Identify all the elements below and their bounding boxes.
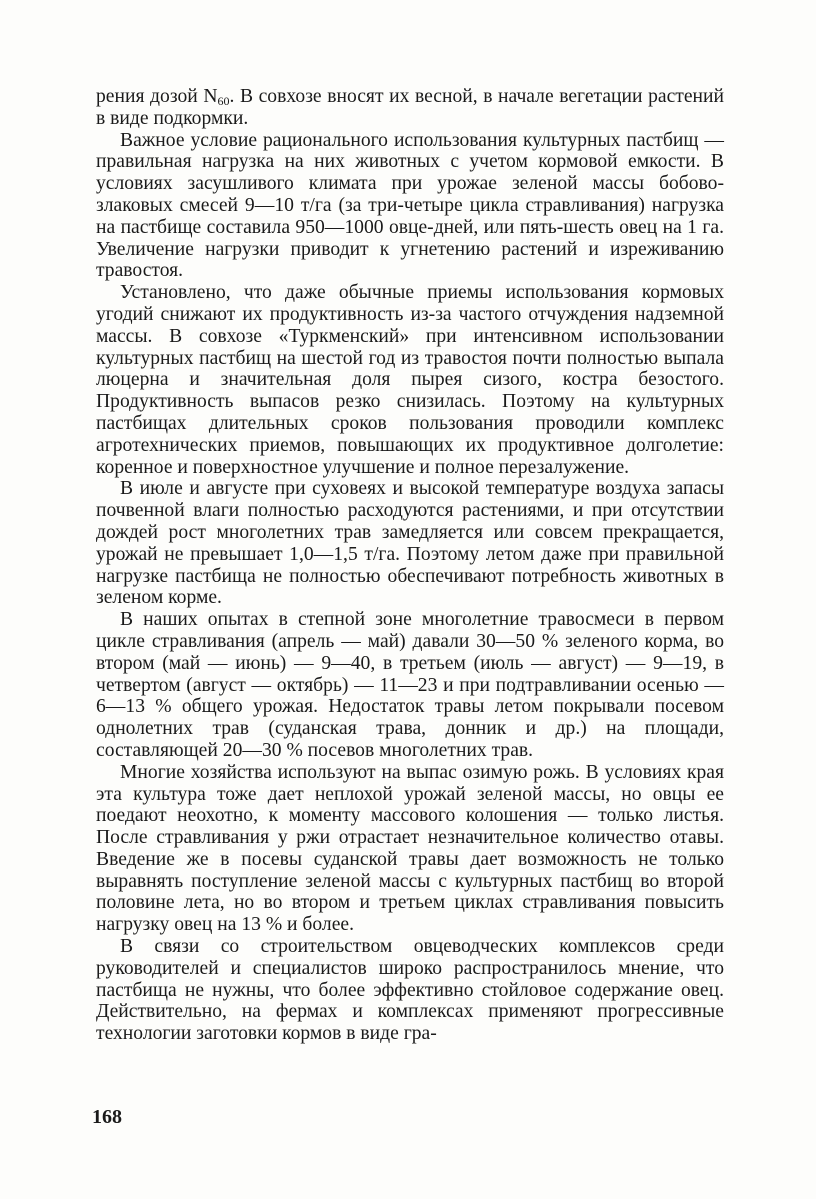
paragraph-1-text-end: . В совхозе вносят их весной, в начале вегетации растений в виде подкормки. [96,86,724,129]
paragraph-7: В связи со строительством овцеводческих комплексов среди руководителей и специалистов широко распространилось мнение, что пастбища не нужны, что более эффективно стойловое содержание овец. Действительно, на фермах и комплексах применяют прогрессивные технологии заготовки кормов в виде гра- [96,936,724,1045]
paragraph-3: Установлено, что даже обычные приемы использования кормовых угодий снижают их продуктивность из-за частого отчуждения надземной массы. В совхозе «Туркменский» при интенсивном использовании культурных пастбищ на шестой год из травостоя почти полностью выпала люцерна и значительная доля пырея сизого, костра безостого. Продуктивность выпасов резко снизилась. Поэтому на культурных пастбищах длительных сроков пользования проводили комплекс агротехнических приемов, повышающих их продуктивное долголетие: коренное и поверхностное улучшение и полное перезалужение. [96,282,724,478]
paragraph-1 [96,86,724,130]
body-text [96,86,724,1045]
page-number: 168 [92,1106,122,1128]
paragraph-1-text-start: рения дозой N [96,86,218,107]
nitrogen-dose-subscript: 60 [217,94,230,108]
paragraph-4: В июле и августе при суховеях и высокой температуре воздуха запасы почвенной влаги полностью расходуются растениями, и при отсутствии дождей рост многолетних трав замедляется или совсем прекращается, урожай не превышает 1,0—1,5 т/га. Поэтому летом даже при правильной нагрузке пастбища не полностью обеспечивают потребность животных в зеленом корме. [96,478,724,609]
paragraph-6: Многие хозяйства используют на выпас озимую рожь. В условиях края эта культура тоже дает неплохой урожай зеленой массы, но овцы ее поедают неохотно, к моменту массового колошения — только листья. После стравливания у ржи отрастает незначительное количество отавы. Введение же в посевы суданской травы дает возможность не только выравнять поступление зеленой массы с культурных пастбищ во второй половине лета, но во втором и третьем циклах стравливания повысить нагрузку овец на 13 % и более. [96,761,724,936]
paragraph-2: Важное условие рационального использования культурных пастбищ — правильная нагрузка на них животных с учетом кормовой емкости. В условиях засушливого климата при урожае зеленой массы бобово-злаковых смесей 9—10 т/га (за три-четыре цикла стравливания) нагрузка на пастбище составила 950—1000 овце-дней, или пять-шесть овец на 1 га. Увеличение нагрузки приводит к угнетению растений и изреживанию травостоя. [96,129,724,282]
paragraph-5: В наших опытах в степной зоне многолетние травосмеси в первом цикле стравливания (апрель — май) давали 30—50 % зеленого корма, во втором (май — июнь) — 9—40, в третьем (июль — август) — 9—19, в четвертом (август — октябрь) — 11—23 и при подтравливании осенью — 6—13 % общего урожая. Недостаток травы летом покрывали посевом однолетних трав (суданская трава, донник и др.) на площади, составляющей 20—30 % посевов многолетних трав. [96,609,724,761]
